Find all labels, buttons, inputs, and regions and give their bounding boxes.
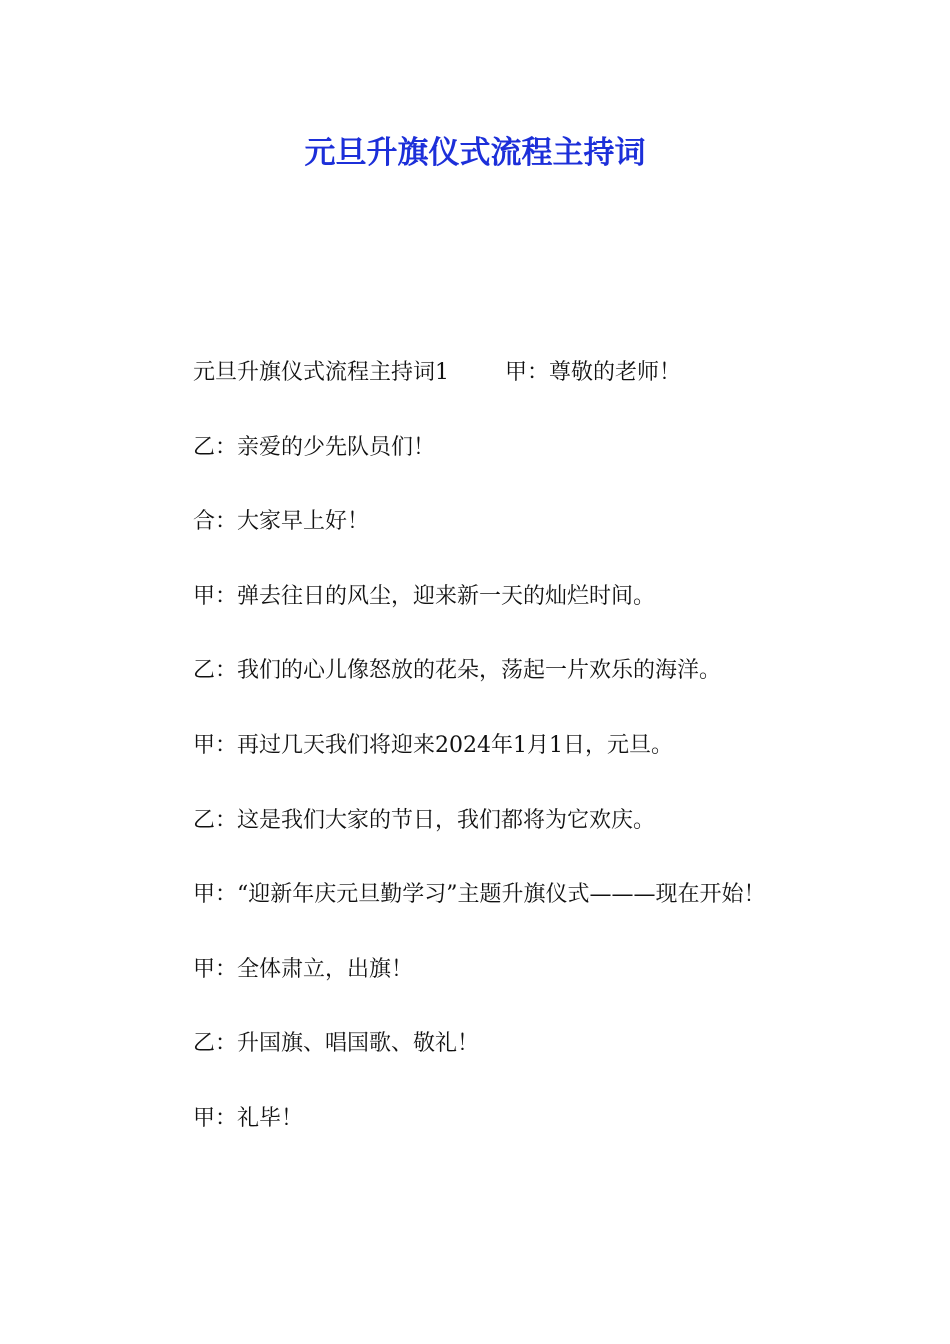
- paragraph-11: 甲：礼毕！: [193, 1105, 304, 1131]
- paragraph-6: 甲：再过几天我们将迎来2024年1月1日，元旦。: [193, 732, 673, 758]
- paragraph-8: 甲：“迎新年庆元旦勤学习”主题升旗仪式———现在开始！: [193, 882, 766, 908]
- paragraph-7: 乙：这是我们大家的节日，我们都将为它欢庆。: [193, 807, 656, 833]
- paragraph-10: 乙：升国旗、唱国歌、敬礼！: [193, 1031, 480, 1057]
- section-heading: 元旦升旗仪式流程主持词1: [193, 360, 449, 385]
- paragraph-5: 乙：我们的心儿像怒放的花朵，荡起一片欢乐的海洋。: [193, 658, 722, 684]
- paragraph-9: 甲：全体肃立，出旗！: [193, 956, 414, 982]
- paragraph-1: [145, 336, 807, 411]
- document-title: 元旦升旗仪式流程主持词: [304, 135, 646, 171]
- paragraph-4: 甲：弹去往日的风尘，迎来新一天的灿烂时间。: [193, 583, 656, 609]
- paragraph-3: 合：大家早上好！: [193, 509, 370, 535]
- paragraph-2: 乙：亲爱的少先队员们！: [193, 434, 436, 460]
- document-body: [145, 336, 807, 1157]
- paragraph-text: 甲：尊敬的老师！: [505, 360, 682, 385]
